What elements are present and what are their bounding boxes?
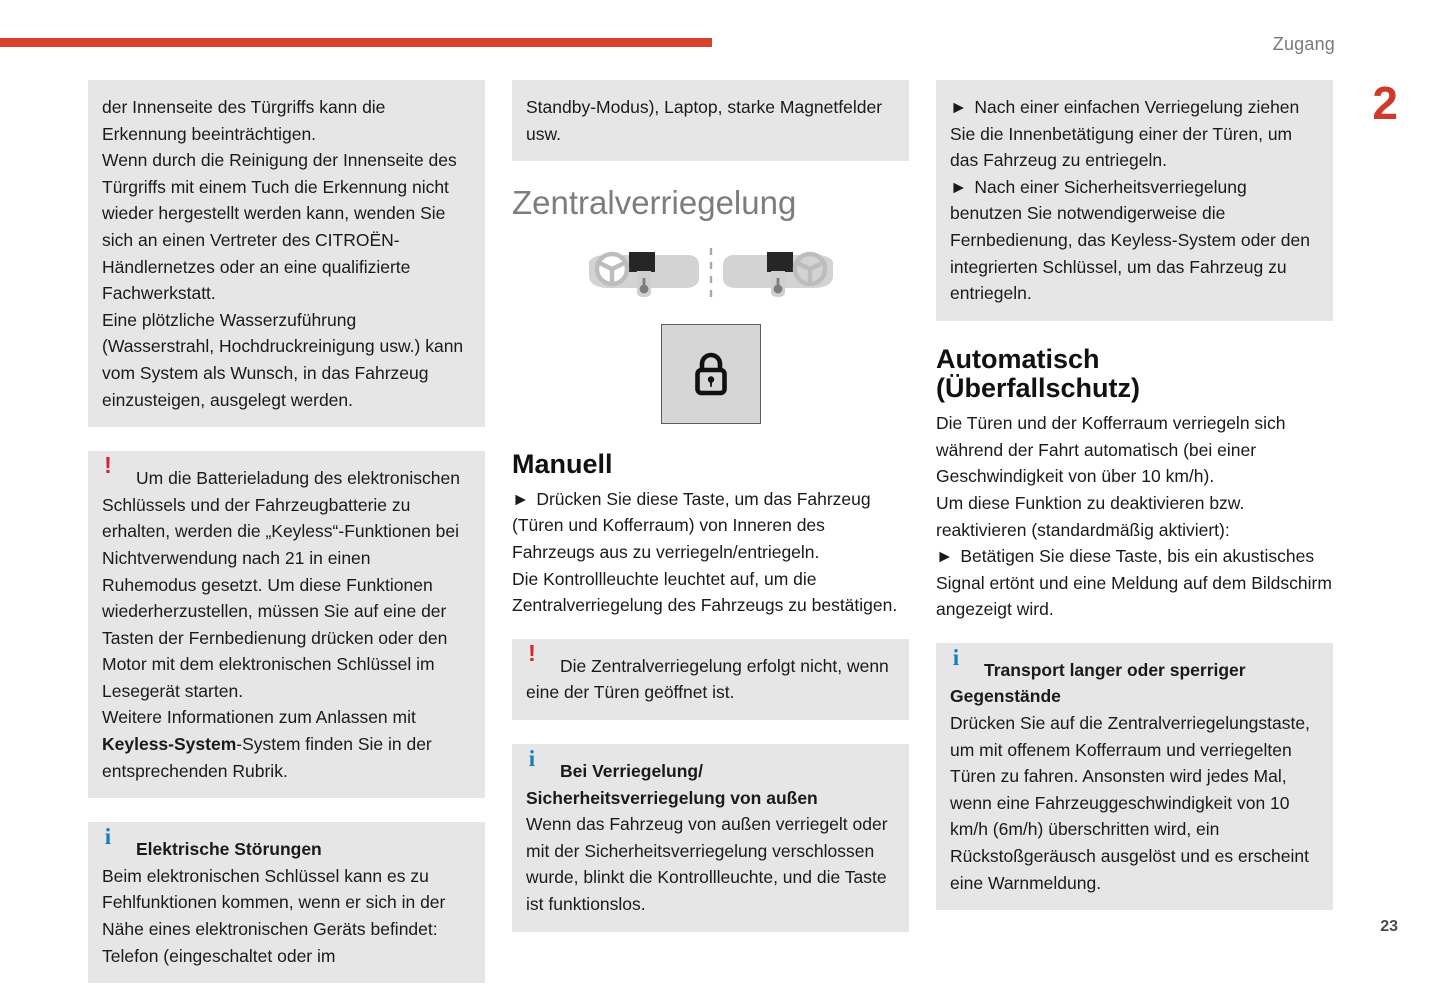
info-box-exterior-locking-content	[526, 758, 893, 918]
page-header-title: Zugang	[1272, 34, 1335, 54]
manuell-body	[512, 486, 909, 619]
section-title-zentralverriegelung: Zentralverriegelung	[512, 184, 797, 222]
padlock-icon	[691, 351, 731, 397]
automatisch-arrow-text: Betätigen Sie diese Taste, bis ein akustisches Signal ertönt und eine Meldung auf dem Bildschirm angezeigt wird.	[936, 546, 1332, 620]
warning-box-central-locking-text: Die Zentralverriegelung erfolgt nicht, wenn eine der Türen geöffnet ist.	[526, 655, 889, 703]
info-i-icon: i	[952, 644, 960, 670]
page-number: 23	[1380, 918, 1398, 935]
info-box-electrical-interference-title: Elektrische Störungen	[136, 839, 322, 860]
continuation-text-box	[88, 80, 485, 427]
subsection-title-automatisch	[936, 345, 1333, 404]
keyless-system-strong: Keyless-System	[102, 734, 237, 755]
page-columns	[88, 80, 1333, 1007]
dashboard-left-hand-drive	[588, 252, 698, 297]
warning-box-central-locking	[512, 639, 909, 720]
unlocking-instructions-box	[936, 80, 1333, 321]
unlocking-instruction-1	[950, 94, 1317, 174]
info-i-icon: i	[104, 824, 112, 850]
info-box-exterior-locking-title: Bei Verriegelung/ Sicherheitsverriegelung von außen	[526, 760, 818, 808]
info-box-long-objects-content	[950, 657, 1317, 896]
central-locking-button[interactable]	[661, 324, 761, 424]
automatisch-body-text: Die Türen und der Kofferraum verriegeln sich während der Fahrt automatisch (bei einer Geschwindigkeit von über 10 km/h). Um diese Funktion zu deaktivieren bzw. reaktivieren (standardmäßig aktiviert):	[936, 413, 1286, 540]
column-2	[512, 80, 909, 956]
continuation-text-box-2	[512, 80, 909, 161]
info-box-electrical-interference-text: Beim elektronischen Schlüssel kann es zu Fehlfunktionen kommen, wenn er sich in der Nähe eines elektronischen Geräts befindet: Telefon (eingeschaltet oder im	[102, 865, 446, 966]
warning-box-battery-text	[102, 465, 469, 784]
automatisch-title-line1: Automatisch	[936, 343, 1100, 374]
automatisch-title-line2: (Überfallschutz)	[936, 373, 1141, 404]
column-3	[936, 80, 1333, 934]
continuation-text: der Innenseite des Türgriffs kann die Erkennung beeinträchtigen. Wenn durch die Reinigung der Innenseite des Türgriffs mit einem Tuch die Erkennung nicht wieder hergestellt werden kann, wenden Sie sich an einen Vertreter des CITROËN-Händlernetzes oder an eine qualifizierte Fachwerkstatt. Eine plötzliche Wasserzuführung (Wasserstrahl, Hochdruckreinigung usw.) kann vom System als Wunsch, in das Fahrzeug einzusteigen, ausgelegt werden.	[102, 97, 464, 410]
bullet-arrow-icon: ►	[512, 488, 530, 509]
info-box-long-objects-title: Transport langer oder sperriger Gegenstände	[950, 659, 1246, 707]
dashboard-lhd-rhd-illustration	[512, 244, 909, 306]
info-box-long-objects-text: Drücken Sie auf die Zentralverriegelungstaste, um mit offenem Kofferraum und verriegelten Türen zu fahren. Ansonsten wird jedes Mal, wenn eine Fahrzeuggeschwindigkeit von 10 km/h (6m/h) überschritten wird, ein Rückstoßgeräusch ausgelöst und es erscheint eine Warnmeldung.	[950, 713, 1310, 893]
unlocking-instruction-2-text: Nach einer Sicherheitsverriegelung benutzen Sie notwendigerweise die Fernbedienung, das Keyless-System oder den integrierten Schlüssel, um das Fahrzeug zu entriegeln.	[950, 176, 1310, 304]
info-box-electrical-interference	[88, 822, 485, 983]
info-box-exterior-locking	[512, 744, 909, 932]
central-locking-button-figure	[512, 324, 909, 424]
bullet-arrow-icon: ►	[950, 97, 968, 117]
continuation-text-2: Standby-Modus), Laptop, starke Magnetfelder usw.	[526, 97, 883, 144]
info-i-icon: i	[528, 745, 536, 771]
unlocking-instruction-2	[950, 174, 1317, 307]
automatisch-body	[936, 410, 1333, 623]
unlocking-instruction-1-text: Nach einer einfachen Verriegelung ziehen Sie die Innenbetätigung einer der Türen, um das Fahrzeug zu entriegeln.	[950, 97, 1300, 171]
header-accent-bar	[0, 38, 712, 47]
info-box-exterior-locking-text: Wenn das Fahrzeug von außen verriegelt oder mit der Sicherheitsverriegelung verschlossen wurde, blinkt die Kontrollleuchte, und die Taste ist funktionslos.	[526, 814, 888, 914]
warning-text-part1: Um die Batterieladung des elektronischen Schlüssels und der Fahrzeugbatterie zu erhalten, werden die „Keyless“-Funktionen bei Nichtverwendung nach 21 in einen Ruhemodus gesetzt. Um diese Funktionen wiederherzustellen, müssen Sie auf eine der Tasten der Fernbedienung drücken oder den Motor mit dem elektronischen Schlüssel im Lesegerät starten. Weitere Informationen zum Anlassen mit	[102, 468, 460, 728]
info-box-long-objects	[936, 643, 1333, 910]
warning-box-battery	[88, 451, 485, 798]
automatisch-body-arrow-line	[936, 543, 1333, 623]
bullet-arrow-icon: ►	[950, 176, 968, 197]
chapter-number-marker: 2	[1372, 77, 1398, 129]
subsection-title-manuell: Manuell	[512, 449, 613, 480]
warning-exclamation-icon: !	[104, 452, 112, 479]
dashboard-right-hand-drive	[723, 252, 833, 297]
column-1	[88, 80, 485, 1007]
warning-exclamation-icon: !	[528, 639, 536, 666]
info-box-electrical-interference-content	[102, 836, 469, 969]
bullet-arrow-icon: ►	[936, 546, 954, 567]
warning-text-part2: -System finden Sie in der entsprechenden Rubrik.	[102, 734, 432, 781]
manuell-body-text: Drücken Sie diese Taste, um das Fahrzeug (Türen und Kofferraum) von Inneren des Fahrzeugs aus zu verriegeln/entriegeln. Die Kontrollleuchte leuchtet auf, um die Zentralverriegelung des Fahrzeugs zu bestätigen.	[512, 488, 898, 616]
